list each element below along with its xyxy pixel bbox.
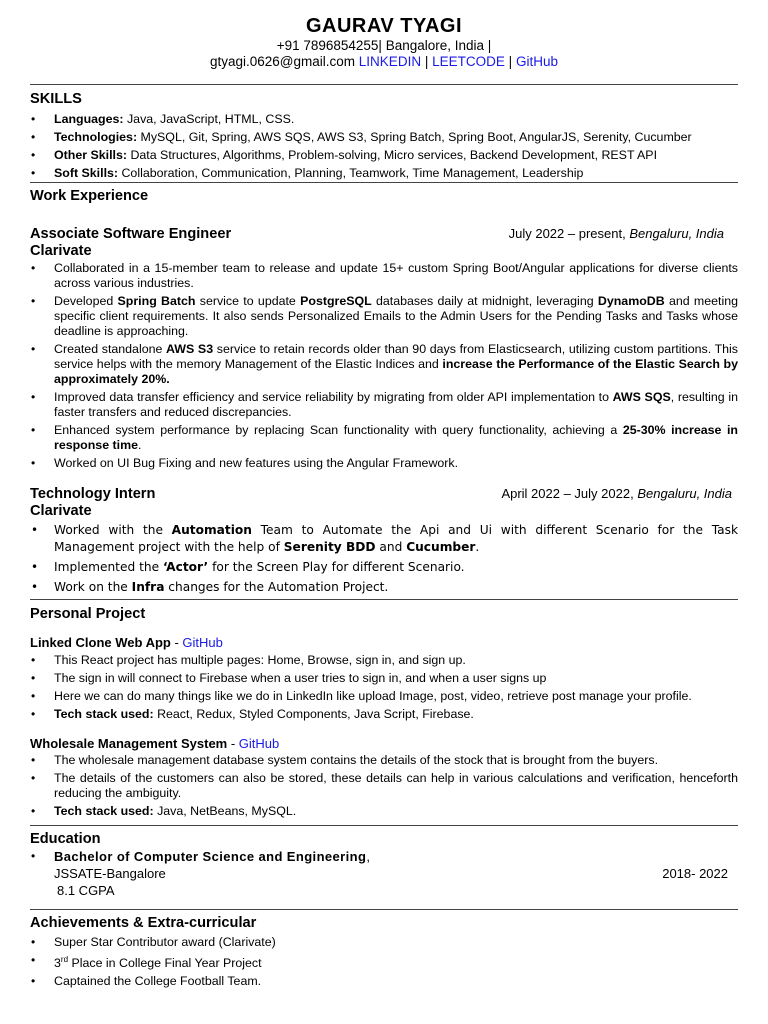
job-header	[30, 225, 738, 243]
job-bullet: • Implemented the ‘Actor’ for the Screen Play for different Scenario.	[30, 559, 738, 576]
email: gtyagi.0626@gmail.com	[210, 54, 356, 69]
job-dates: July 2022 – present, Bengaluru, India	[508, 226, 724, 241]
job-technology-intern	[30, 485, 738, 596]
project-bullet: • Here we can do many things like we do in LinkedIn like upload Image, post, video, retrieve post manage your profile.	[30, 689, 738, 704]
project-title: Linked Clone Web App - GitHub	[30, 635, 223, 650]
candidate-name: GAURAV TYAGI	[305, 15, 463, 37]
skills-heading: SKILLS	[30, 91, 82, 107]
college: JSSATE-Bangalore	[54, 866, 166, 881]
job-bullets	[30, 522, 738, 596]
project-bullet: • The details of the customers can also be stored, these details can help in various calculations and verification, henceforth reducing the ambiguity.	[30, 771, 738, 801]
separator: |	[424, 54, 429, 69]
skill-item: • Soft Skills: Collaboration, Communication, Planning, Teamwork, Time Management, Leadership	[30, 164, 738, 182]
project-bullet: • The wholesale management database system contains the details of the stock that is brought from the buyers.	[30, 753, 738, 768]
contact-line-1: +91 7896854255| Bangalore, India |	[276, 38, 492, 53]
job-bullet: • Work on the Infra changes for the Automation Project.	[30, 579, 738, 596]
achievement-item: • Captained the College Football Team.	[30, 972, 738, 990]
project-wholesale	[30, 736, 738, 819]
project-bullets	[30, 753, 738, 819]
job-role: Technology Intern	[30, 486, 156, 502]
divider	[30, 182, 738, 183]
divider	[30, 599, 738, 600]
degree: • Bachelor of Computer Science and Engineering,	[30, 848, 738, 865]
leetcode-link[interactable]: LEETCODE	[432, 54, 505, 69]
skills-list	[30, 110, 738, 182]
job-associate-engineer	[30, 225, 738, 471]
project-github-link[interactable]: GitHub	[182, 635, 223, 650]
project-bullets	[30, 653, 738, 722]
linkedin-link[interactable]: LINKEDIN	[358, 54, 422, 69]
separator: |	[508, 54, 513, 69]
experience-heading: Work Experience	[30, 188, 149, 204]
skill-item: • Other Skills: Data Structures, Algorithms, Problem-solving, Micro services, Backend Development, REST API	[30, 146, 738, 164]
job-bullet: • Worked on UI Bug Fixing and new features using the Angular Framework.	[30, 456, 738, 471]
project-github-link[interactable]: GitHub	[238, 736, 280, 751]
resume	[30, 14, 738, 990]
education-heading: Education	[30, 831, 101, 847]
skill-item: • Languages: Java, JavaScript, HTML, CSS.	[30, 110, 738, 128]
project-bullet: • Tech stack used: React, Redux, Styled Components, Java Script, Firebase.	[30, 707, 738, 722]
project-linked-clone	[30, 635, 738, 722]
job-bullet: • Developed Spring Batch service to update PostgreSQL databases daily at midnight, leveraging DynamoDB and meeting specific client requirements. It also sends Personalized Emails to the Admin Users for the Pending Tasks and Tasks whose deadline is approaching.	[30, 294, 738, 339]
projects-heading: Personal Project	[30, 606, 146, 622]
job-company: Clarivate	[30, 243, 92, 259]
job-bullet: • Created standalone AWS S3 service to retain records older than 90 days from Elasticsearch, utilizing custom partitions. This service helps with the memory Management of the Elastic Indices and increase the Performance of the Elastic Search by approximately 20%.	[30, 342, 738, 387]
divider	[30, 84, 738, 85]
achievements-list	[30, 933, 738, 990]
achievement-item: • 3rd Place in College Final Year Project	[30, 951, 738, 972]
job-role: Associate Software Engineer	[30, 226, 232, 242]
job-bullet: • Worked with the Automation Team to Automate the Api and Ui with different Scenario for the Task Management project with the help of Serenity BDD and Cucumber.	[30, 522, 738, 556]
skill-item: • Technologies: MySQL, Git, Spring, AWS SQS, AWS S3, Spring Batch, Spring Boot, AngularJS, Serenity, Cucumber	[30, 128, 738, 146]
job-company: Clarivate	[30, 503, 92, 519]
job-bullet: • Enhanced system performance by replacing Scan functionality with query functionality, achieving a 25-30% increase in response time.	[30, 423, 738, 453]
job-bullet: • Collaborated in a 15-member team to release and update 15+ custom Spring Boot/Angular applications for diverse clients across various industries.	[30, 261, 738, 291]
project-bullet: • This React project has multiple pages: Home, Browse, sign in, and sign up.	[30, 653, 738, 668]
job-header	[30, 485, 738, 503]
education-list	[30, 848, 738, 865]
cgpa: 8.1 CGPA	[57, 883, 115, 898]
college-row	[30, 865, 738, 882]
job-bullets	[30, 261, 738, 471]
divider	[30, 825, 738, 826]
github-link[interactable]: GitHub	[515, 54, 558, 69]
job-bullet: • Improved data transfer efficiency and service reliability by migrating from older API implementation to AWS SQS, resulting in faster transfers and reduced discrepancies.	[30, 390, 738, 420]
project-title: Wholesale Management System - GitHub	[30, 736, 280, 751]
edu-years: 2018- 2022	[662, 866, 728, 881]
achievements-heading: Achievements & Extra-curricular	[30, 915, 257, 931]
contact-line-2	[30, 54, 738, 70]
job-dates: April 2022 – July 2022, Bengaluru, India	[501, 486, 732, 501]
project-bullet: • The sign in will connect to Firebase when a user tries to sign in, and when a user signs up	[30, 671, 738, 686]
divider	[30, 909, 738, 910]
achievement-item: • Super Star Contributor award (Clarivate)	[30, 933, 738, 951]
project-bullet: • Tech stack used: Java, NetBeans, MySQL.	[30, 804, 738, 819]
